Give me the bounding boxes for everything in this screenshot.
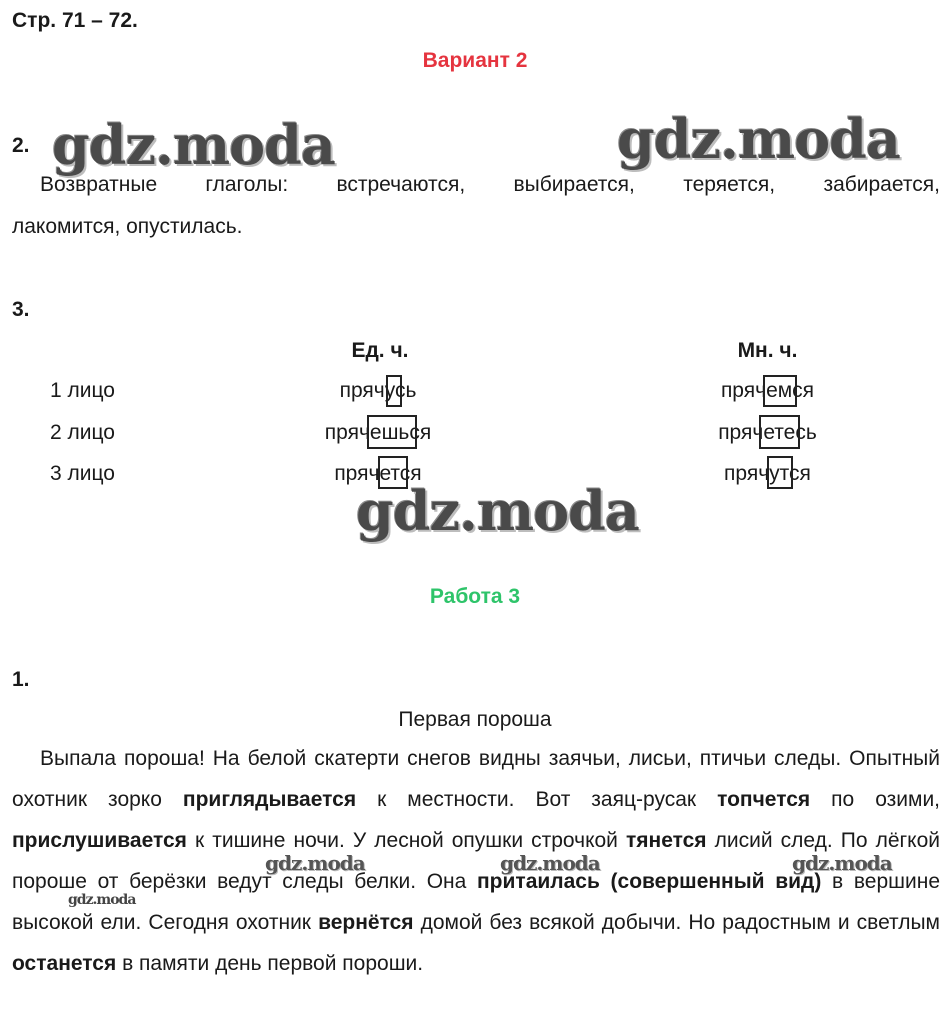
verb-singular: прячется [334,462,422,485]
watermark-logo: gdz.moda [356,479,639,543]
text-fragment: лисий след. По лёгкой пороше от берёзки ведут следы белки. Она [12,829,940,893]
watermark-logo: gdz.moda [792,851,892,875]
person-label: 1 лицо [50,379,115,402]
task-3-number: 3. [12,298,30,321]
watermark-logo: gdz.moda [617,107,900,171]
watermark-logo: gdz.moda [52,113,335,177]
word: глаголы: [205,173,289,196]
variant-title: Вариант 2 [422,49,528,72]
text-fragment: Выпала пороша! На белой скатерти снегов видны заячьи, лисьи, птичьи следы. Опытный охотник зорко [12,747,940,811]
text-fragment: в вершине высокой ели. Сегодня охотник [12,870,940,934]
text-fragment: в памяти день первой пороши. [116,952,424,975]
watermark-logo: gdz.moda [500,851,600,875]
verb-highlight: вернётся [318,911,414,934]
watermark-logo: gdz.moda [68,892,136,908]
word: Возвратные [40,173,158,196]
verb-highlight: тянется [625,829,707,852]
verb-highlight: притаилась (совершенный вид) [476,870,822,893]
verb-singular: прячешься [324,421,432,444]
ending-box [763,375,797,407]
work-title: Работа 3 [429,585,521,608]
person-label: 2 лицо [50,421,115,444]
verb-highlight: топчется [717,788,811,811]
ending-box [386,375,402,407]
verb-highlight: приглядывается [182,788,357,811]
task-2-line-2: лакомится, опустилась. [12,215,243,238]
text-fragment: к тишине ночи. У лесной опушки строчкой [186,829,626,852]
verb-highlight: прислушивается [12,829,187,852]
person-label: 3 лицо [50,462,115,485]
verb-plural: прячемся [720,379,815,402]
word: выбирается, [513,173,635,196]
watermark-logo: gdz.moda [265,851,365,875]
ending-box [367,415,417,449]
word: теряется, [683,173,776,196]
text-fragment: к местности. Вот заяц-русак [356,788,718,811]
verb-plural: прячетесь [718,421,817,444]
column-header-singular: Ед. ч. [351,339,409,362]
ending-box [759,415,800,449]
column-header-plural: Мн. ч. [737,339,798,362]
text-fragment: по озими, [810,788,941,811]
word: встречаются, [336,173,466,196]
ending-box [767,456,793,489]
text-fragment: домой без всякой добычи. Но радостным и светлым [413,911,940,934]
verb-plural: прячутся [724,462,811,485]
word: забирается, [823,173,940,196]
verb-singular: прячусь [339,379,417,402]
verb-highlight: останется [12,952,117,975]
page-reference: Стр. 71 – 72. [12,9,138,32]
task-1-number: 1. [12,668,30,691]
story-title: Первая пороша [398,708,552,731]
task-2-number: 2. [12,134,30,157]
